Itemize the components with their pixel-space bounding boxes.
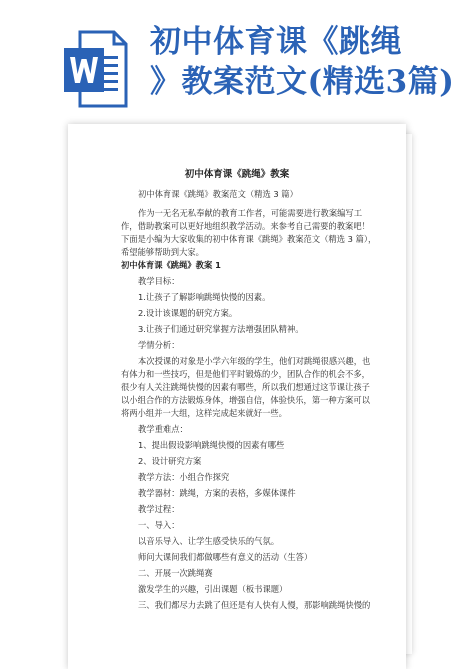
goal-item: 2.设计该课题的研究方案。: [138, 308, 238, 318]
headline-line-2: 》教案范文(精选3篇): [150, 64, 455, 100]
section-heading: 初中体育课《跳绳》教案 1: [121, 260, 221, 270]
process-text: 师问大课间我们都做哪些有意义的活动（生答）: [138, 552, 313, 562]
process-text: 以音乐导入、让学生感受快乐的气氛。: [138, 536, 280, 546]
process-step: 二、开展一次跳绳赛: [138, 568, 213, 578]
teaching-tools: 教学器材：跳绳，方案的表格，多媒体课件: [138, 488, 296, 498]
document-subtitle: 初中体育课《跳绳》教案范文（精选 3 篇）: [138, 189, 298, 199]
analysis-label: 学情分析：: [138, 340, 180, 350]
process-text: 激发学生的兴趣，引出课题（板书课题）: [138, 584, 288, 594]
word-document-icon: [64, 30, 128, 108]
document-title: 初中体育课《跳绳》教案: [184, 169, 290, 180]
document-page: [68, 124, 406, 669]
document-body: [121, 188, 377, 612]
key-point-item: 1、提出假设影响跳绳快慢的因素有哪些: [138, 440, 285, 450]
page-headline: [150, 22, 468, 102]
key-point-item: 2、设计研究方案: [138, 456, 202, 466]
goal-item: 3.让孩子们通过研究掌握方法增强团队精神。: [138, 324, 304, 334]
goal-item: 1.让孩子了解影响跳绳快慢的因素。: [138, 292, 271, 302]
process-label: 教学过程：: [138, 504, 180, 514]
headline-line-1: 初中体育课《跳绳: [150, 24, 402, 60]
teaching-method: 教学方法：小组合作探究: [138, 472, 230, 482]
process-step: 三、我们都尽力去跳了但还是有人快有人慢，那影响跳绳快慢的: [138, 600, 371, 610]
goals-label: 教学目标：: [138, 276, 180, 286]
process-step: 一、导入：: [138, 520, 180, 530]
header-banner: [0, 0, 474, 118]
key-points-label: 教学重难点：: [138, 424, 188, 434]
intro-paragraph: 作为一无名无私奉献的教育工作者，可能需要进行教案编写工作，借助教案可以更好地组织教学活动。来参考自己需要的教案吧！下面是小编为大家收集的初中体育课《跳绳》教案范文（精选 3 篇），希望能够帮助到大家。: [121, 208, 377, 257]
analysis-paragraph: 本次授课的对象是小学六年级的学生，他们对跳绳很感兴趣，也有体力和一些技巧，但是他们平时锻炼的少，团队合作的机会不多，很少有人关注跳绳快慢的因素有哪些，所以我们想通过这节课让孩子以小组合作的方法锻炼身体，增强自信，体验快乐，第一种方案可以将两小组并一大组，这样完成起来就好一些。: [121, 356, 371, 418]
